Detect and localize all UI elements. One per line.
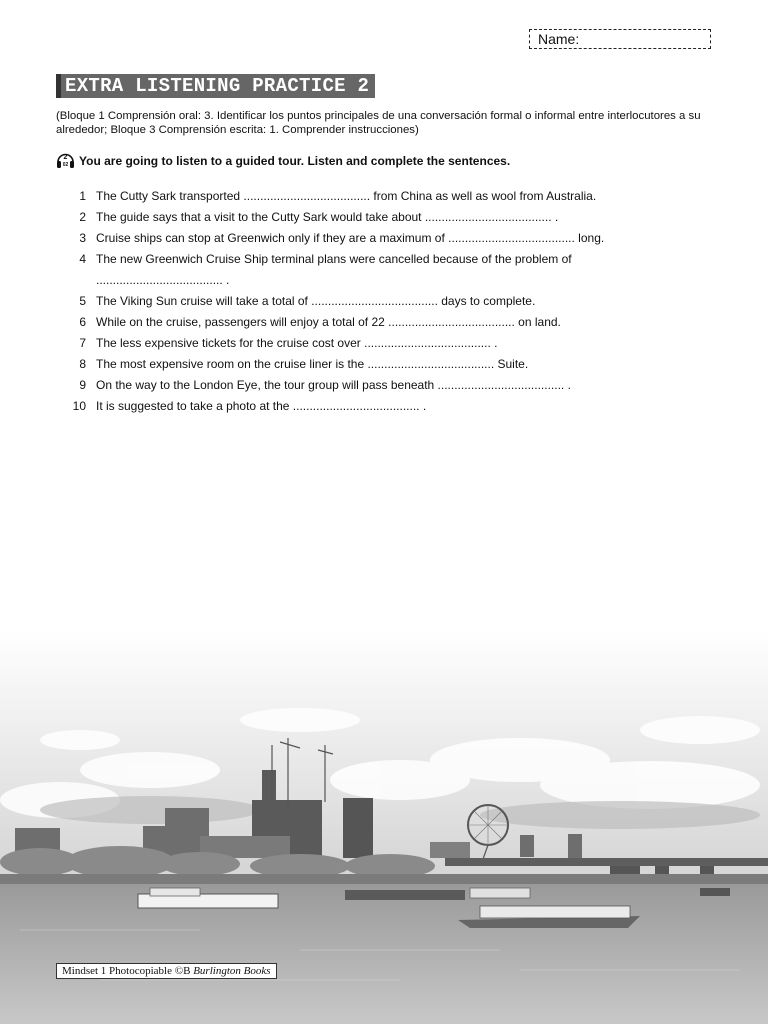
item-number: 9 <box>79 378 86 392</box>
publisher-name: Burlington Books <box>193 965 271 977</box>
sentence-list <box>56 186 716 417</box>
track-number: 2 <box>63 154 68 161</box>
list-item <box>56 186 716 207</box>
list-item <box>56 375 716 396</box>
page-title: EXTRA LISTENING PRACTICE 2 <box>56 74 375 98</box>
item-text: On the way to the London Eye, the tour group will pass beneath ...................................... . <box>96 378 571 392</box>
item-text: It is suggested to take a photo at the ...................................... . <box>96 399 427 413</box>
copyright-footer <box>56 963 277 979</box>
item-number: 4 <box>79 252 86 266</box>
item-text-continued: ...................................... . <box>96 273 230 287</box>
curriculum-note: (Bloque 1 Comprensión oral: 3. Identificar los puntos principales de una conversación formal o informal entre interlocutores a su alrededor; Bloque 3 Comprensión escrita: 1. Comprender instrucciones) <box>56 110 701 136</box>
list-item <box>56 354 716 375</box>
item-number: 10 <box>72 399 86 413</box>
name-label: Name: <box>538 31 580 47</box>
exercise-instruction <box>56 150 716 172</box>
list-item <box>56 228 716 249</box>
item-number: 2 <box>79 210 86 224</box>
footer-text: Mindset 1 Photocopiable © <box>62 965 184 977</box>
item-text: The Cutty Sark transported ...................................... from China as well as wool from Australia. <box>96 189 597 203</box>
name-field[interactable] <box>529 29 711 49</box>
track-code: 02 <box>62 162 69 168</box>
list-item <box>56 249 716 291</box>
item-text: The guide says that a visit to the Cutty Sark would take about ...................................... . <box>96 210 559 224</box>
list-item <box>56 396 716 417</box>
item-text: While on the cruise, passengers will enjoy a total of 22 ...................................... on land. <box>96 315 561 329</box>
item-number: 5 <box>79 294 86 308</box>
item-number: 3 <box>79 231 86 245</box>
instruction-text: You are going to listen to a guided tour. Listen and complete the sentences. <box>79 154 511 168</box>
item-text: Cruise ships can stop at Greenwich only if they are a maximum of ...................................... long. <box>96 231 605 245</box>
list-item <box>56 291 716 312</box>
item-text: The most expensive room on the cruise liner is the ...................................... Suite. <box>96 357 529 371</box>
list-item <box>56 333 716 354</box>
list-item <box>56 207 716 228</box>
item-number: 8 <box>79 357 86 371</box>
headphones-icon <box>56 150 75 170</box>
list-item <box>56 312 716 333</box>
publisher-logo: B <box>183 965 191 977</box>
item-number: 7 <box>79 336 86 350</box>
item-number: 6 <box>79 315 86 329</box>
item-number: 1 <box>79 189 86 203</box>
item-text: The new Greenwich Cruise Ship terminal plans were cancelled because of the problem of <box>96 252 572 266</box>
item-text: The Viking Sun cruise will take a total of ...................................... days to complete. <box>96 294 536 308</box>
item-text: The less expensive tickets for the cruise cost over ...................................... . <box>96 336 498 350</box>
